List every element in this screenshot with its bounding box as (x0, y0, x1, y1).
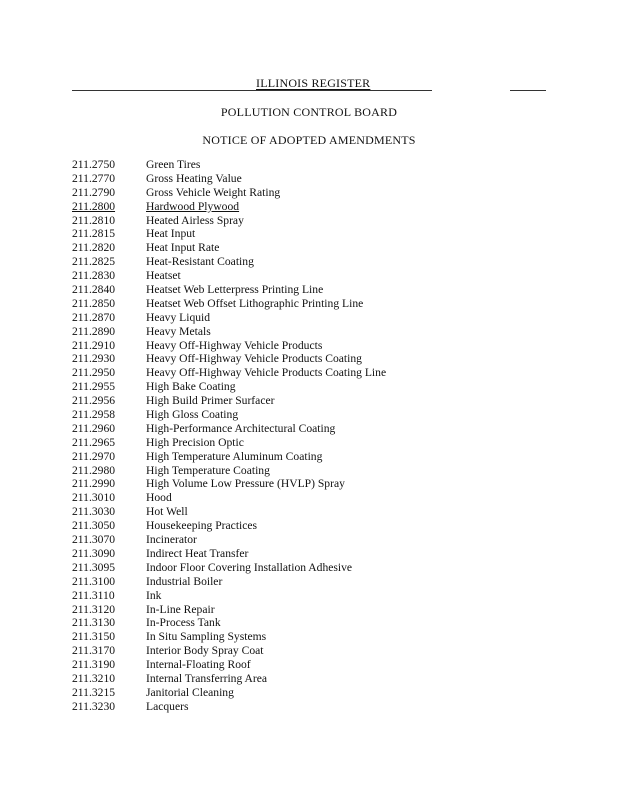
definition-term: Incinerator (146, 533, 197, 547)
section-number: 211.2825 (72, 255, 116, 269)
definition-term: Green Tires (146, 158, 201, 171)
section-number: 211.3070 (72, 533, 116, 547)
section-number: 211.3050 (72, 519, 116, 533)
definition-term: Lacquers (146, 699, 189, 713)
definition-term: Heavy Off-Highway Vehicle Products Coating (146, 352, 362, 366)
definition-term: Hardwood Plywood (146, 199, 240, 213)
board-name: POLLUTION CONTROL BOARD (220, 105, 398, 119)
definition-term: Heatset Web Letterpress Printing Line (146, 283, 324, 297)
definition-row (72, 436, 572, 450)
notice-title: NOTICE OF ADOPTED AMENDMENTS (202, 133, 416, 147)
section-number: 211.2960 (72, 421, 116, 435)
definition-row (72, 339, 572, 353)
definition-row (72, 227, 572, 241)
definition-row (72, 186, 572, 200)
definition-term: Janitorial Cleaning (146, 685, 234, 699)
section-number: 211.3215 (72, 685, 116, 699)
section-number: 211.2910 (72, 338, 116, 352)
definition-term: Ink (146, 588, 162, 602)
definition-term: High-Performance Architectural Coating (146, 421, 336, 435)
definition-row (72, 491, 572, 505)
definition-row (72, 408, 572, 422)
section-number: 211.2810 (72, 213, 116, 227)
definition-row (72, 686, 572, 700)
definition-term: Industrial Boiler (146, 574, 223, 588)
definition-row (72, 589, 572, 603)
definition-row (72, 325, 572, 339)
definition-row (72, 533, 572, 547)
section-number: 211.3095 (72, 560, 116, 574)
register-header (72, 76, 546, 92)
definition-row (72, 561, 572, 575)
definition-row (72, 380, 572, 394)
definition-term: High Precision Optic (146, 435, 244, 449)
definition-term: Heavy Off-Highway Vehicle Products Coating Line (146, 366, 387, 380)
definition-term: High Volume Low Pressure (HVLP) Spray (146, 477, 345, 491)
header-rule-left (72, 90, 432, 91)
section-number: 211.3100 (72, 574, 116, 588)
definition-row (72, 172, 572, 186)
definition-row (72, 297, 572, 311)
definition-term: Internal Transferring Area (146, 671, 268, 685)
definition-term: Heavy Metals (146, 324, 211, 338)
definition-term: Heavy Off-Highway Vehicle Products (146, 338, 323, 352)
section-number: 211.2970 (72, 449, 116, 463)
definition-term: Housekeeping Practices (146, 519, 258, 533)
section-number: 211.2800 (72, 199, 116, 213)
definition-row (72, 394, 572, 408)
definition-row (72, 200, 572, 214)
definition-row (72, 283, 572, 297)
definition-row (72, 422, 572, 436)
section-number: 211.3030 (72, 505, 116, 519)
section-number: 211.2980 (72, 463, 116, 477)
definition-row (72, 603, 572, 617)
definition-term: Indoor Floor Covering Installation Adhesive (146, 560, 353, 574)
section-number: 211.2950 (72, 366, 116, 380)
definitions-list (72, 158, 572, 714)
definition-term: Indirect Heat Transfer (146, 546, 249, 560)
definition-row (72, 519, 572, 533)
section-number: 211.2870 (72, 310, 116, 324)
section-number: 211.2790 (72, 185, 116, 199)
definition-term: High Bake Coating (146, 380, 236, 394)
definition-row (72, 672, 572, 686)
section-number: 211.2890 (72, 324, 116, 338)
definition-row (72, 547, 572, 561)
definition-term: Heatset Web Offset Lithographic Printing Line (146, 296, 364, 310)
definition-row (72, 477, 572, 491)
definition-term: Heatset (146, 269, 181, 283)
section-number: 211.3110 (72, 588, 115, 602)
section-number: 211.2958 (72, 408, 116, 422)
register-title: ILLINOIS REGISTER (256, 76, 371, 90)
definition-term: Interior Body Spray Coat (146, 644, 264, 658)
section-number: 211.2770 (72, 171, 116, 185)
section-number: 211.3190 (72, 658, 116, 672)
section-number: 211.3120 (72, 602, 116, 616)
definition-row (72, 450, 572, 464)
section-number: 211.2990 (72, 477, 116, 491)
definition-row (72, 630, 572, 644)
section-number: 211.2965 (72, 435, 116, 449)
definition-term: Heat Input (146, 227, 196, 241)
section-number: 211.2955 (72, 380, 116, 394)
definition-term: Gross Vehicle Weight Rating (146, 185, 281, 199)
definition-row (72, 658, 572, 672)
definition-row (72, 255, 572, 269)
definition-row (72, 575, 572, 589)
definition-row (72, 505, 572, 519)
definition-term: In Situ Sampling Systems (146, 630, 267, 644)
definition-row (72, 158, 572, 172)
definition-term: High Temperature Coating (146, 463, 270, 477)
definition-row (72, 269, 572, 283)
definition-term: In-Line Repair (146, 602, 215, 616)
section-number: 211.2840 (72, 283, 116, 297)
section-number: 211.2930 (72, 352, 116, 366)
definition-term: Gross Heating Value (146, 171, 242, 185)
definition-term: Heat Input Rate (146, 241, 220, 255)
section-number: 211.3010 (72, 491, 116, 505)
section-number: 211.2830 (72, 269, 116, 283)
section-number: 211.3130 (72, 616, 116, 630)
definition-row (72, 366, 572, 380)
definition-term: In-Process Tank (146, 616, 221, 630)
section-number: 211.2850 (72, 296, 116, 310)
section-number: 211.3230 (72, 699, 116, 713)
definition-term: Heat-Resistant Coating (146, 255, 254, 269)
definition-row (72, 352, 572, 366)
definition-term: High Temperature Aluminum Coating (146, 449, 323, 463)
definition-row (72, 464, 572, 478)
section-number: 211.2956 (72, 394, 116, 408)
definition-term: Internal-Floating Roof (146, 658, 251, 672)
definition-term: High Gloss Coating (146, 408, 239, 422)
section-number: 211.3170 (72, 644, 116, 658)
section-number: 211.2820 (72, 241, 116, 255)
definition-row (72, 644, 572, 658)
definition-row (72, 700, 572, 714)
definition-term: Heavy Liquid (146, 310, 211, 324)
definition-term: Heated Airless Spray (146, 213, 244, 227)
definition-term: Hood (146, 491, 172, 505)
section-number: 211.3090 (72, 546, 116, 560)
section-number: 211.3150 (72, 630, 116, 644)
header-rule-right (510, 90, 546, 91)
section-number: 211.3210 (72, 671, 116, 685)
definition-term: High Build Primer Surfacer (146, 394, 275, 408)
definition-term: Hot Well (146, 505, 188, 519)
definition-row (72, 311, 572, 325)
definition-row (72, 616, 572, 630)
section-number: 211.2750 (72, 158, 116, 171)
definition-row (72, 214, 572, 228)
definition-row (72, 241, 572, 255)
section-number: 211.2815 (72, 227, 116, 241)
